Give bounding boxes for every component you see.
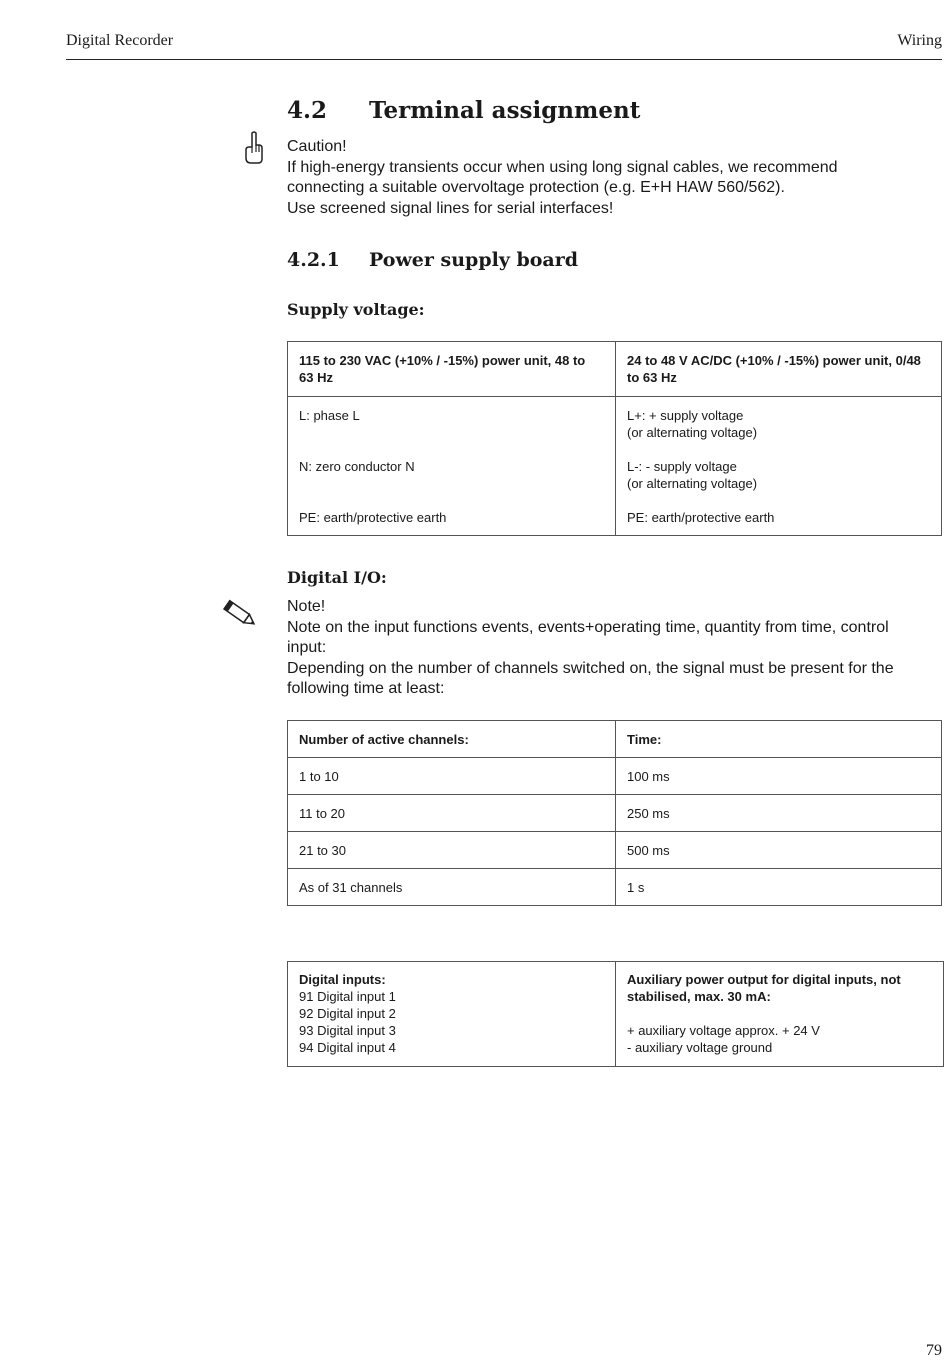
- caution-line: Use screened signal lines for serial interfaces!: [287, 199, 614, 217]
- pointing-hand-icon: [243, 131, 265, 165]
- table-cell: 500 ms: [616, 832, 942, 869]
- caution-line: If high-energy transients occur when using long signal cables, we recommend: [287, 158, 838, 176]
- table-cell: 250 ms: [616, 795, 942, 832]
- supply-item: PE: earth/protective earth: [299, 510, 447, 525]
- digital-inputs-title: Digital inputs:: [299, 972, 386, 987]
- supply-col2-items: [616, 397, 942, 536]
- supply-voltage-heading: Supply voltage:: [287, 300, 425, 319]
- caution-line: connecting a suitable overvoltage protection (e.g. E+H HAW 560/562).: [287, 179, 785, 196]
- table-row: [288, 795, 942, 832]
- table-cell: 100 ms: [616, 758, 942, 795]
- supply-col2-header-line: to 63 Hz: [627, 370, 677, 385]
- supply-item: (or alternating voltage): [627, 476, 758, 491]
- table-cell: 11 to 20: [288, 795, 616, 832]
- supply-item: L+: + supply voltage: [627, 408, 744, 423]
- subsection-heading: [287, 249, 578, 271]
- table-header-cell: Time:: [616, 721, 942, 758]
- page-number: 79: [926, 1342, 942, 1359]
- table-cell: As of 31 channels: [288, 869, 616, 906]
- header-rule: [66, 59, 942, 60]
- channels-table: [287, 720, 942, 906]
- note-line: Note on the input functions events, events+operating time, quantity from time, control: [287, 618, 889, 636]
- subsection-number: 4.2.1: [287, 249, 340, 271]
- digital-input-item: 91 Digital input 1: [299, 989, 396, 1004]
- section-title: Terminal assignment: [369, 97, 641, 124]
- table-cell: 21 to 30: [288, 832, 616, 869]
- digital-inputs-table: [287, 961, 944, 1067]
- supply-voltage-table: [287, 341, 942, 536]
- supply-item: L-: - supply voltage: [627, 459, 737, 474]
- digital-input-item: 92 Digital input 2: [299, 1006, 396, 1021]
- table-cell: 1 to 10: [288, 758, 616, 795]
- caution-line: Caution!: [287, 138, 347, 155]
- supply-col1-items: [288, 397, 616, 536]
- aux-power-title: stabilised, max. 30 mA:: [627, 989, 771, 1004]
- subsection-title: Power supply board: [369, 249, 579, 271]
- supply-col1-header: [288, 342, 616, 397]
- caution-text: [287, 137, 947, 219]
- digital-input-item: 94 Digital input 4: [299, 1040, 396, 1055]
- pencil-icon: [220, 598, 260, 630]
- section-heading: [287, 97, 640, 124]
- aux-power-title: Auxiliary power output for digital inputs, not: [627, 972, 901, 987]
- table-row: [288, 832, 942, 869]
- note-line: Depending on the number of channels switched on, the signal must be present for the: [287, 659, 894, 677]
- table-row: [288, 869, 942, 906]
- supply-item: N: zero conductor N: [299, 459, 415, 474]
- note-line: input:: [287, 639, 327, 656]
- aux-power-item: - auxiliary voltage ground: [627, 1040, 773, 1055]
- supply-col1-header-line: 63 Hz: [299, 370, 333, 385]
- table-row: [288, 758, 942, 795]
- aux-power-item: + auxiliary voltage approx. + 24 V: [627, 1023, 820, 1038]
- header-section: Wiring: [897, 32, 942, 49]
- note-line: Note!: [287, 598, 326, 615]
- table-cell: 1 s: [616, 869, 942, 906]
- aux-power-cell: [616, 962, 944, 1067]
- header-title: Digital Recorder: [66, 32, 174, 49]
- digital-inputs-cell: [288, 962, 616, 1067]
- supply-col1-header-line: 115 to 230 VAC (+10% / -15%) power unit, 48 to: [299, 353, 586, 368]
- note-text: [287, 597, 947, 700]
- section-number: 4.2: [287, 97, 328, 124]
- supply-col2-header: [616, 342, 942, 397]
- supply-item: L: phase L: [299, 408, 360, 423]
- table-row: [288, 721, 942, 758]
- note-line: following time at least:: [287, 680, 445, 697]
- supply-col2-header-line: 24 to 48 V AC/DC (+10% / -15%) power unit, 0/48: [627, 353, 921, 368]
- digital-input-item: 93 Digital input 3: [299, 1023, 396, 1038]
- table-header-cell: Number of active channels:: [288, 721, 616, 758]
- supply-item: (or alternating voltage): [627, 425, 758, 440]
- digital-io-heading: Digital I/O:: [287, 568, 387, 587]
- supply-item: PE: earth/protective earth: [627, 510, 775, 525]
